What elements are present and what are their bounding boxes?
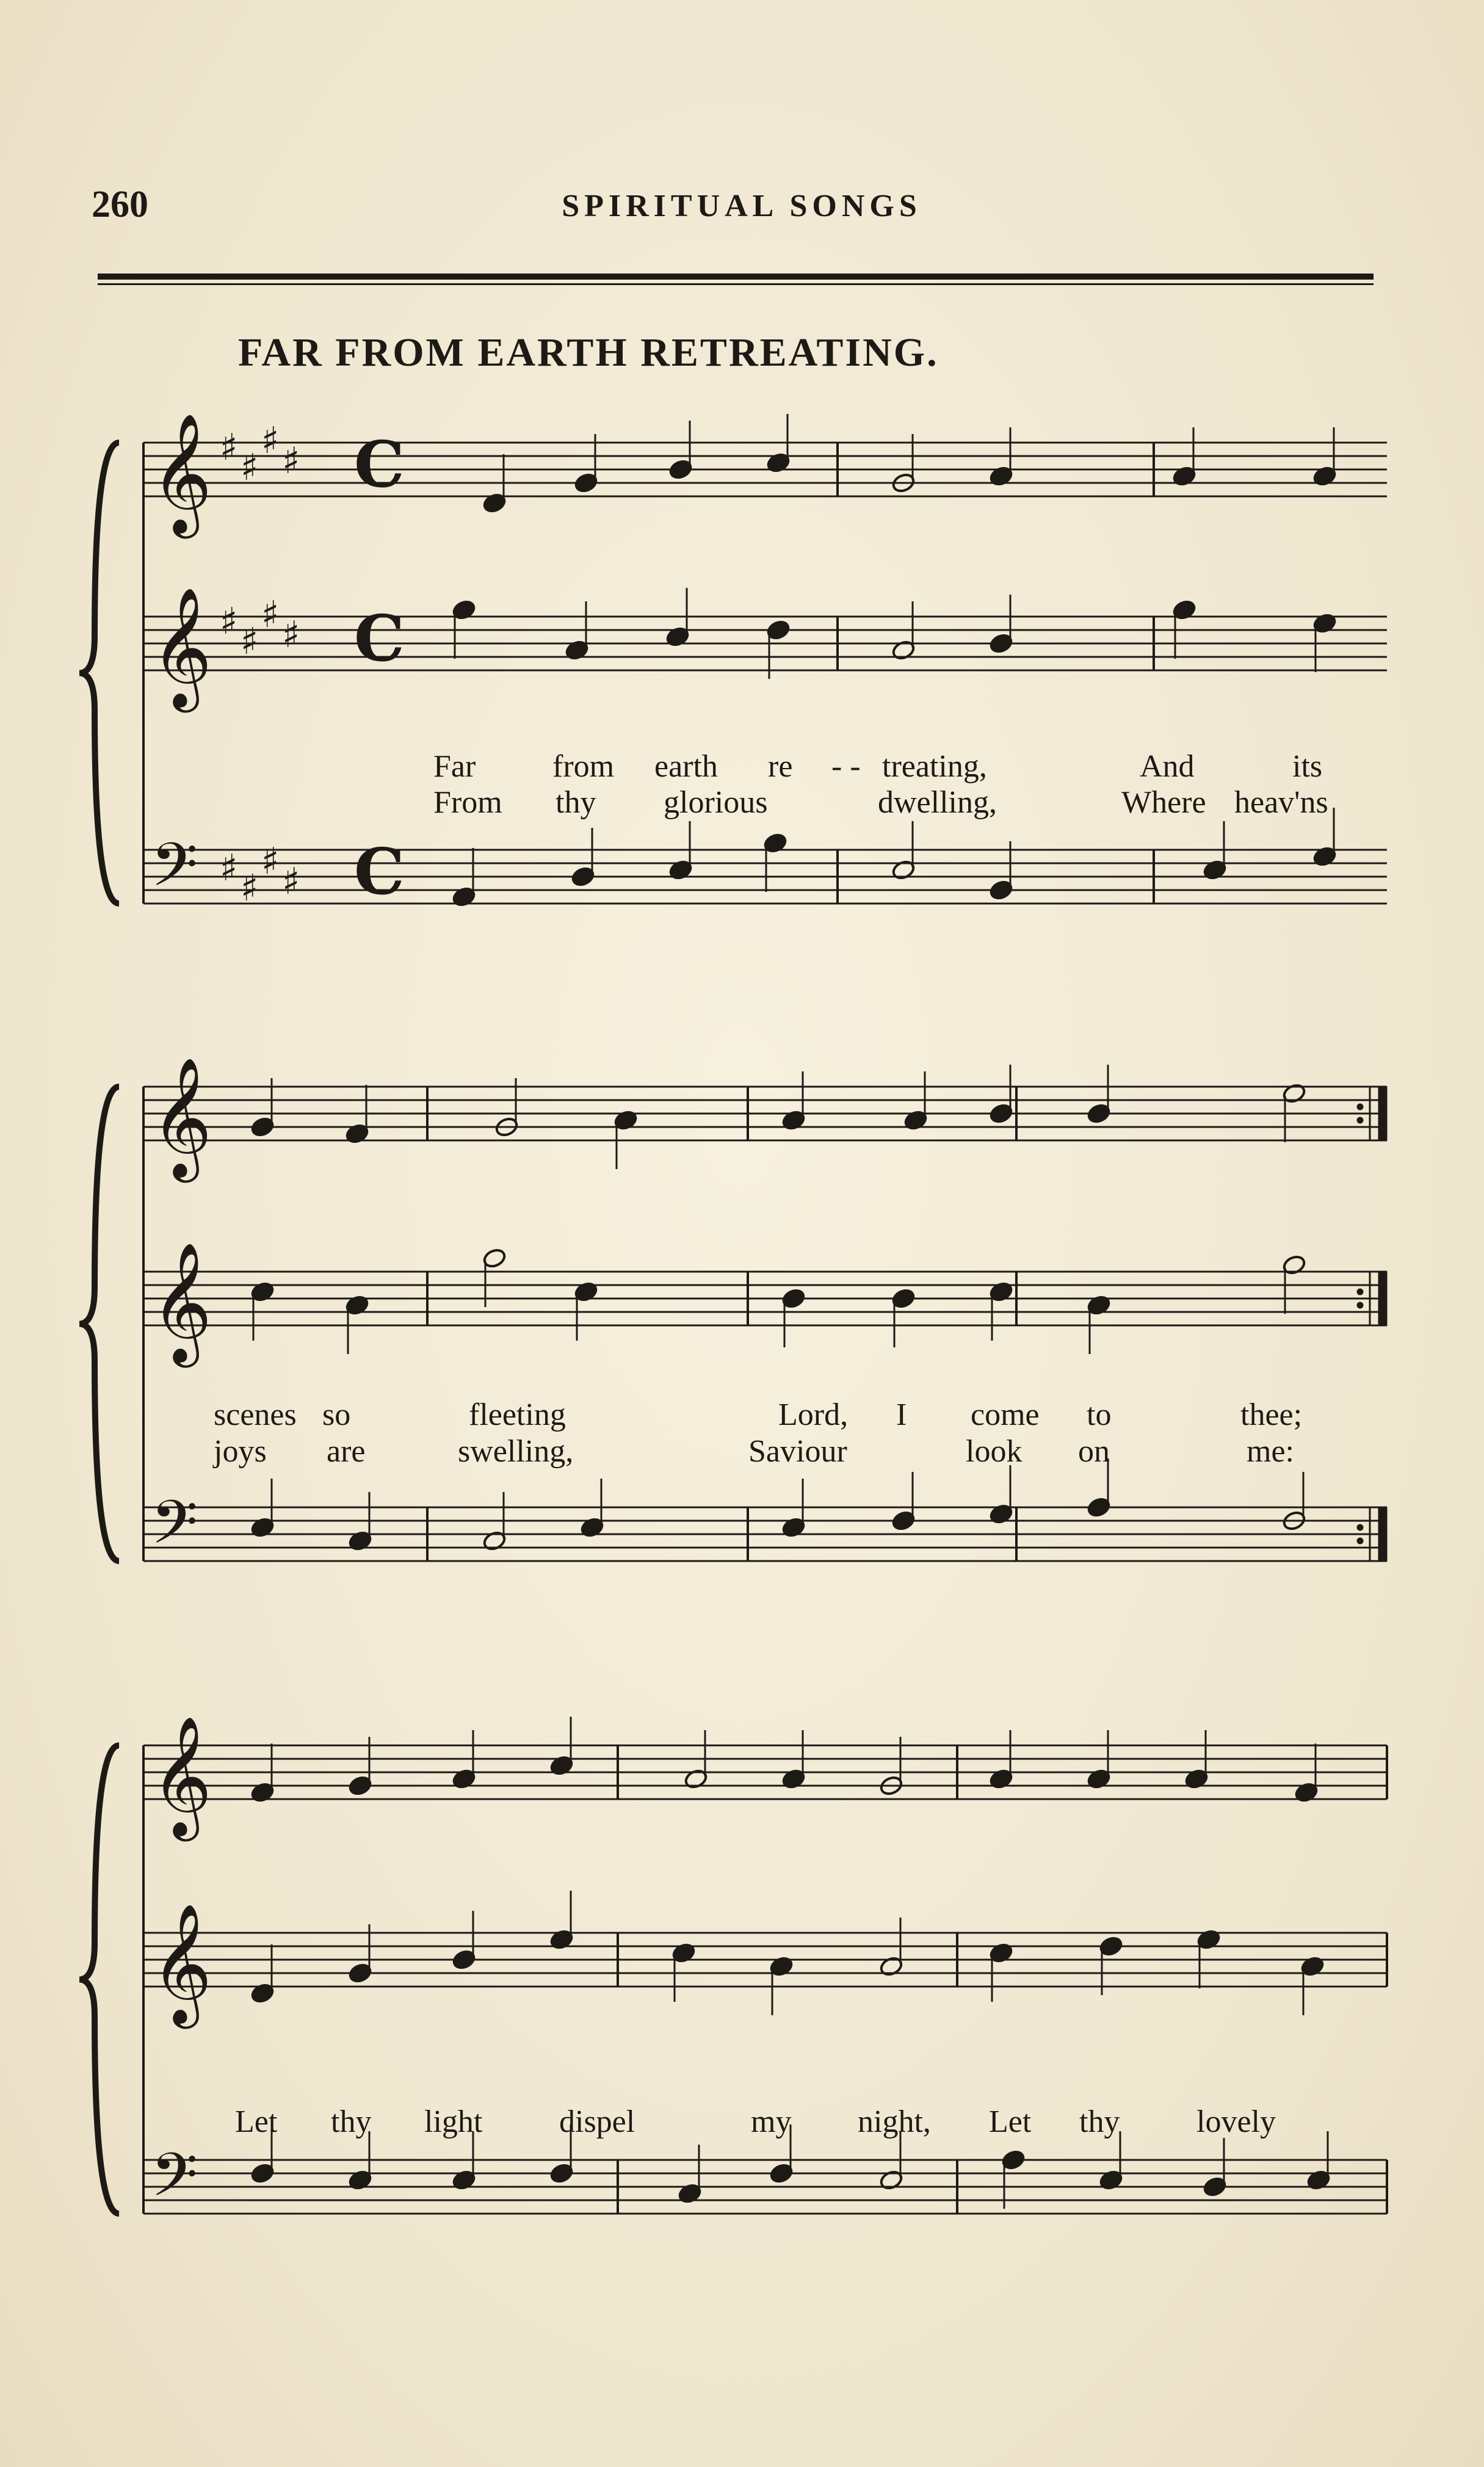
hymn-title: FAR FROM EARTH RETREATING. — [238, 330, 939, 375]
common-time-sign: C — [354, 427, 405, 502]
bass-clef: 𝄢 — [151, 830, 198, 915]
final-barline — [1378, 1087, 1387, 1140]
repeat-dot — [1357, 1302, 1363, 1308]
lyric-s3-l1-w1: Let — [235, 2104, 278, 2139]
treble-clef: 𝄞 — [151, 1242, 212, 1363]
lyric-s3-l1-w3: light — [424, 2104, 483, 2139]
sharp-sign: ♯ — [220, 847, 238, 889]
sharp-sign: ♯ — [282, 440, 300, 482]
lyric-s2-l1-w3: fleeting — [469, 1397, 566, 1432]
repeat-dot — [1357, 1104, 1363, 1110]
lyric-s2-l2-w4: Saviour — [748, 1434, 847, 1469]
repeat-dot — [1357, 1117, 1363, 1123]
lyric-s2-l1-w6: come — [971, 1397, 1040, 1432]
lyric-s1-l2-w5: Where — [1121, 785, 1206, 820]
sharp-sign: ♯ — [220, 426, 238, 469]
lyric-s1-l1-w1: Far — [433, 749, 476, 784]
lyric-s1-l1-w5: - - — [831, 749, 861, 784]
treble-clef: 𝄞 — [151, 1903, 212, 2024]
final-barline — [1378, 1272, 1387, 1325]
lyric-s3-l1-w5: my — [751, 2104, 792, 2139]
bass-clef: 𝄢 — [151, 1488, 198, 1573]
lyric-s2-l2-w7: me: — [1247, 1434, 1294, 1469]
lyric-s1-l2-w4: dwelling, — [878, 785, 997, 820]
treble-clef: 𝄞 — [151, 1057, 212, 1178]
lyric-s3-l1-w7: Let — [989, 2104, 1032, 2139]
lyric-s3-l1-w6: night, — [858, 2104, 931, 2139]
lyric-s1-l1-w8: its — [1292, 749, 1323, 784]
sharp-sign: ♯ — [261, 419, 280, 462]
common-time-sign: C — [354, 834, 405, 909]
repeat-dot — [1357, 1289, 1363, 1295]
sharp-sign: ♯ — [220, 600, 238, 643]
repeat-dot — [1357, 1538, 1363, 1544]
system-brace — [79, 443, 119, 904]
lyric-s2-l1-w4: Lord, — [778, 1397, 849, 1432]
lyric-s1-l1-w2: from — [552, 749, 615, 784]
sharp-sign: ♯ — [282, 860, 300, 903]
lyric-s3-l1-w8: thy — [1079, 2104, 1120, 2139]
lyric-s2-l1-w8: thee; — [1240, 1397, 1303, 1432]
treble-clef: 𝄞 — [151, 413, 212, 534]
sharp-sign: ♯ — [241, 620, 259, 663]
system-brace — [79, 1745, 119, 2214]
lyric-s2-l2-w5: look — [966, 1434, 1023, 1469]
lyric-s1-l2-w6: heav'ns — [1234, 785, 1328, 820]
lyric-s1-l1-w4: re — [768, 749, 793, 784]
sharp-sign: ♯ — [241, 867, 259, 910]
sharp-sign: ♯ — [261, 840, 280, 883]
system-brace — [79, 1087, 119, 1561]
final-barline — [1378, 1507, 1387, 1561]
lyric-s1-l2-w1: From — [433, 785, 502, 820]
lyric-s1-l2-w3: glorious — [664, 785, 768, 820]
lyric-s1-l1-w7: And — [1140, 749, 1195, 784]
lyric-s2-l2-w6: on — [1078, 1434, 1110, 1469]
lyric-s2-l2-w2: are — [327, 1434, 366, 1469]
lyric-s2-l1-w5: I — [896, 1397, 907, 1432]
lyric-s3-l1-w9: lovely — [1196, 2104, 1276, 2139]
sharp-sign: ♯ — [241, 446, 259, 489]
lyric-s2-l2-w3: swelling, — [458, 1434, 574, 1469]
lyric-s1-l2-w2: thy — [556, 785, 596, 820]
lyric-s1-l1-w6: treating, — [882, 749, 987, 784]
treble-clef: 𝄞 — [151, 587, 212, 708]
sharp-sign: ♯ — [261, 593, 280, 636]
treble-clef: 𝄞 — [151, 1715, 212, 1836]
lyric-s3-l1-w2: thy — [331, 2104, 372, 2139]
page-number: 260 — [92, 184, 148, 225]
common-time-sign: C — [354, 601, 405, 676]
bass-clef: 𝄢 — [151, 2140, 198, 2225]
sharp-sign: ♯ — [282, 614, 300, 656]
lyric-s2-l1-w7: to — [1087, 1397, 1112, 1432]
running-head: SPIRITUAL SONGS — [562, 189, 922, 223]
lyric-s2-l1-w1: scenes — [214, 1397, 297, 1432]
lyric-s3-l1-w4: dispel — [559, 2104, 635, 2139]
lyric-s2-l2-w1: joys — [214, 1434, 267, 1469]
repeat-dot — [1357, 1524, 1363, 1531]
lyric-s1-l1-w3: earth — [654, 749, 718, 784]
lyric-s2-l1-w2: so — [322, 1397, 351, 1432]
